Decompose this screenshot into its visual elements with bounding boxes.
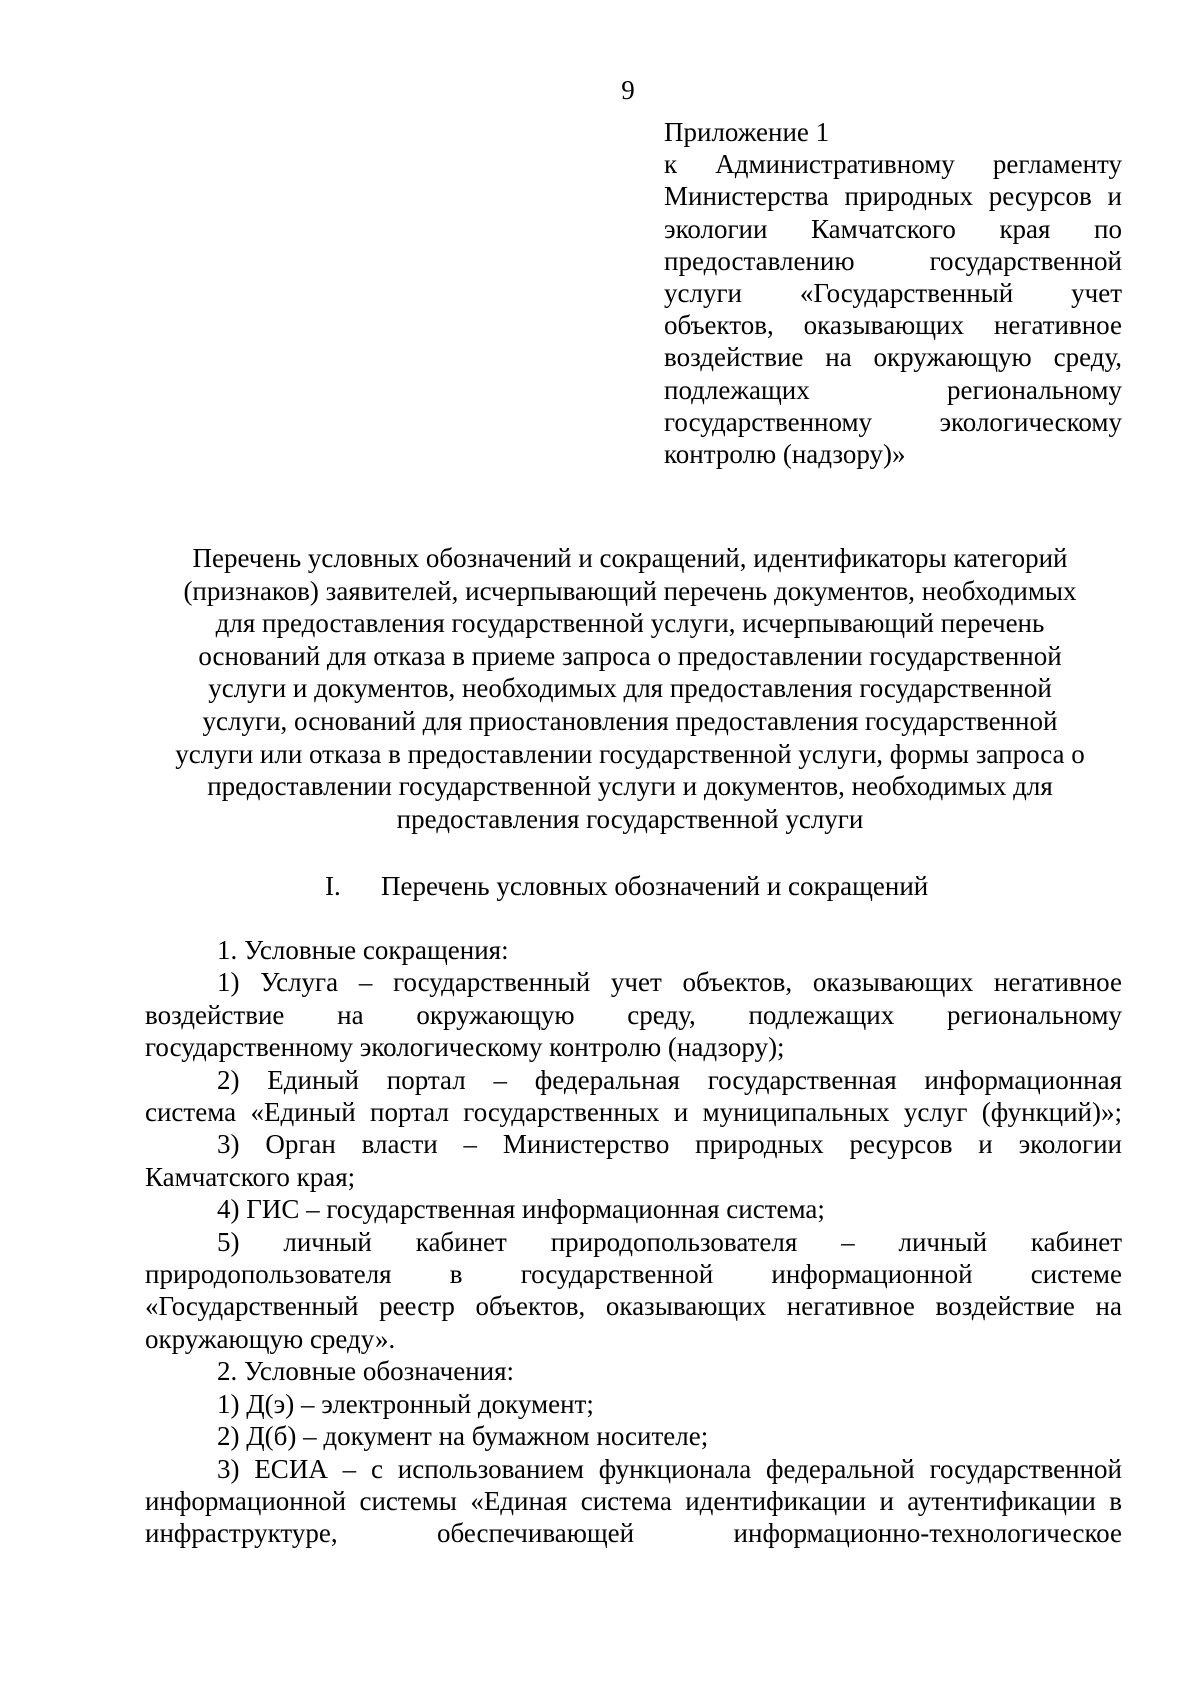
- body-line: информационной системы «Единая система идентификации и аутентификации в: [145, 1485, 1122, 1516]
- body-line: окружающую среду».: [145, 1323, 396, 1354]
- body-line: 1. Условные сокращения:: [217, 935, 509, 965]
- heading-line: Перечень условных обозначений и сокращений, идентификаторы категорий: [192, 543, 1068, 573]
- appendix-line: объектов, оказывающих негативное: [664, 310, 1122, 341]
- heading-line: предоставлении государственной услуги и документов, необходимых для: [207, 771, 1053, 802]
- appendix-line: государственному экологическому: [664, 406, 1122, 437]
- body-line: 2) Единый портал – федеральная государственная информационная: [217, 1064, 1122, 1095]
- section-title: [325, 870, 928, 902]
- body-line: природопользователя в государственной информационной системе: [145, 1259, 1122, 1290]
- heading-line: услуги или отказа в предоставлении государственной услуги, формы запроса о: [175, 738, 1085, 769]
- appendix-block: [664, 116, 1122, 470]
- heading-line: услуги, оснований для приостановления предоставления государственной: [202, 705, 1058, 736]
- heading-line: услуги и документов, необходимых для предоставления государственной: [208, 673, 1052, 704]
- body-line: 4) ГИС – государственная информационная система;: [217, 1194, 825, 1225]
- body-line: 3) ЕСИА – с использованием функционала федеральной государственной: [217, 1453, 1122, 1484]
- body-line: воздействие на окружающую среду, подлежащих региональному: [145, 999, 1122, 1030]
- appendix-line: подлежащих региональному: [664, 374, 1122, 405]
- body-text: [145, 934, 1122, 1550]
- appendix-line: Приложение 1: [664, 117, 830, 147]
- body-line: 1) Услуга – государственный учет объектов, оказывающих негативное: [217, 967, 1122, 998]
- appendix-line: Министерства природных ресурсов и: [664, 181, 1122, 212]
- appendix-line: к Административному регламенту: [664, 149, 1122, 180]
- body-line: инфраструктуре, обеспечивающей информационно-технологическое: [145, 1518, 1122, 1549]
- body-line: 5) личный кабинет природопользователя – личный кабинет: [217, 1226, 1122, 1257]
- body-line: «Государственный реестр объектов, оказывающих негативное воздействие на: [145, 1291, 1122, 1322]
- body-line: государственному экологическому контролю (надзору);: [145, 1032, 785, 1063]
- heading-line: предоставления государственной услуги: [396, 803, 864, 834]
- heading-line: для предоставления государственной услуги, исчерпывающий перечень: [215, 608, 1045, 639]
- body-line: 3) Орган власти – Министерство природных ресурсов и экологии: [217, 1129, 1122, 1160]
- section-number: I.: [325, 871, 341, 901]
- appendix-line: контролю (надзору)»: [664, 439, 906, 470]
- heading-line: оснований для отказа в приеме запроса о предоставлении государственной: [198, 640, 1062, 671]
- body-line: 1) Д(э) – электронный документ;: [217, 1388, 594, 1419]
- appendix-line: экологии Камчатского края по: [664, 213, 1122, 244]
- page-number: 9: [621, 75, 635, 105]
- body-line: система «Единый портал государственных и муниципальных услуг (функций)»;: [145, 1097, 1122, 1128]
- appendix-line: воздействие на окружающую среду,: [664, 342, 1122, 373]
- appendix-line: услуги «Государственный учет: [664, 278, 1122, 309]
- document-heading: [140, 542, 1120, 835]
- body-line: 2. Условные обозначения:: [217, 1356, 515, 1387]
- appendix-line: предоставлению государственной: [664, 245, 1122, 276]
- section-title-text: Перечень условных обозначений и сокращений: [381, 871, 929, 901]
- body-line: Камчатского края;: [145, 1161, 356, 1192]
- heading-line: (признаков) заявителей, исчерпывающий перечень документов, необходимых: [183, 575, 1077, 606]
- body-line: 2) Д(б) – документ на бумажном носителе;: [217, 1421, 709, 1452]
